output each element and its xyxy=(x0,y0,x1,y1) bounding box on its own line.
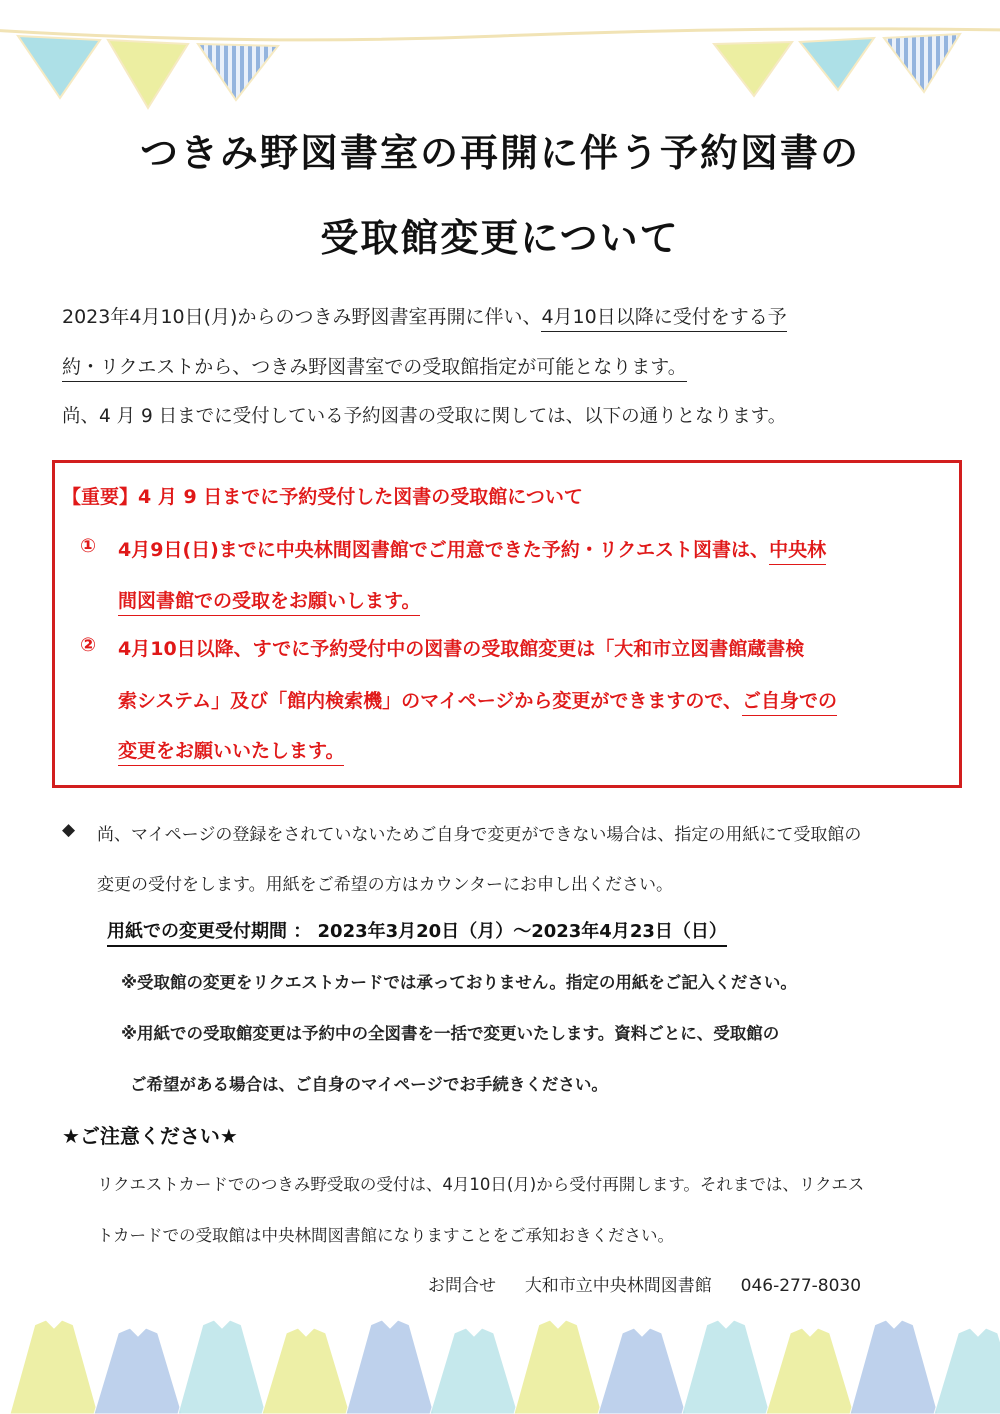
intro-line-2-underlined: 約・リクエストから、つきみ野図書室での受取館指定が可能となります。 xyxy=(62,356,687,382)
intro-line-2 xyxy=(62,352,687,379)
intro-line-3: 尚、4 月 9 日までに受付している予約図書の受取に関しては、以下の通りとなります。 xyxy=(62,406,787,427)
item-1-marker: ① xyxy=(80,535,97,557)
contact-organization: 大和市立中央林間図書館 xyxy=(524,1276,712,1296)
item-2-line-2-text: 索システム」及び「館内検索機」のマイページから変更ができますので、 xyxy=(118,690,742,712)
intro-line-1 xyxy=(62,302,787,329)
change-period-text: 用紙での変更受付期間 ： 2023年3月20日（月）～2023年4月23日（日） xyxy=(107,921,727,947)
item-1-line-1-text: 4月9日(日)までに中央林間図書館でご用意できた予約・リクエスト図書は、 xyxy=(118,539,770,561)
mountain-decoration xyxy=(0,1290,1000,1414)
intro-line-1-text: 2023年4月10日(月)からのつきみ野図書室再開に伴い、 xyxy=(62,306,542,328)
note-line-1: 尚、マイページの登録をされていないためご自身で変更ができない場合は、指定の用紙にて受取館の xyxy=(97,825,862,845)
item-1-line-2-underlined: 間図書館での受取をお願いします。 xyxy=(118,590,420,616)
page-title-line1: つきみ野図書室の再開に伴う予約図書の xyxy=(139,131,860,175)
caution-line-1: リクエストカードでのつきみ野受取の受付は、4月10日(月)から受付再開します。それまでは、リクエス xyxy=(97,1175,865,1194)
note-remark-2b: ご希望がある場合は、ご自身のマイページでお手続きください。 xyxy=(130,1075,608,1094)
item-1-line-1 xyxy=(118,535,826,562)
note-remark-1: ※受取館の変更をリクエストカードでは承っておりません。指定の用紙をご記入ください。 xyxy=(121,973,797,992)
item-2-line-3 xyxy=(118,736,344,763)
item-1-line-2 xyxy=(118,586,420,613)
caution-line-2: トカードでの受取館は中央林間図書館になりますことをご承知おきください。 xyxy=(97,1226,675,1245)
caution-heading: ★ご注意ください★ xyxy=(62,1124,238,1148)
note-line-2: 変更の受付をします。用紙をご希望の方はカウンターにお申し出ください。 xyxy=(97,875,673,895)
diamond-bullet-icon: ◆ xyxy=(62,820,76,840)
item-2-line-2-underlined: ご自身での xyxy=(742,690,837,716)
note-remark-2a: ※用紙での受取館変更は予約中の全図書を一括で変更いたします。資料ごとに、受取館の xyxy=(121,1024,780,1043)
item-2-line-1: 4月10日以降、すでに予約受付中の図書の受取館変更は「大和市立図書館蔵書検 xyxy=(118,638,805,660)
intro-line-1-underlined: 4月10日以降に受付をする予 xyxy=(541,306,786,332)
item-2-marker: ② xyxy=(80,634,97,656)
contact-label: お問合せ xyxy=(428,1276,496,1296)
page-title-line2: 受取館変更について xyxy=(320,216,680,260)
bunting-decoration xyxy=(0,0,1000,110)
item-2-line-3-underlined: 変更をお願いいたします。 xyxy=(118,740,344,766)
item-2-line-2 xyxy=(118,686,837,713)
change-period xyxy=(107,917,727,943)
important-heading: 【重要】4 月 9 日までに予約受付した図書の受取館について xyxy=(62,486,583,508)
item-1-line-1-underlined: 中央林 xyxy=(769,539,826,565)
contact-phone: 046-277-8030 xyxy=(740,1276,862,1296)
